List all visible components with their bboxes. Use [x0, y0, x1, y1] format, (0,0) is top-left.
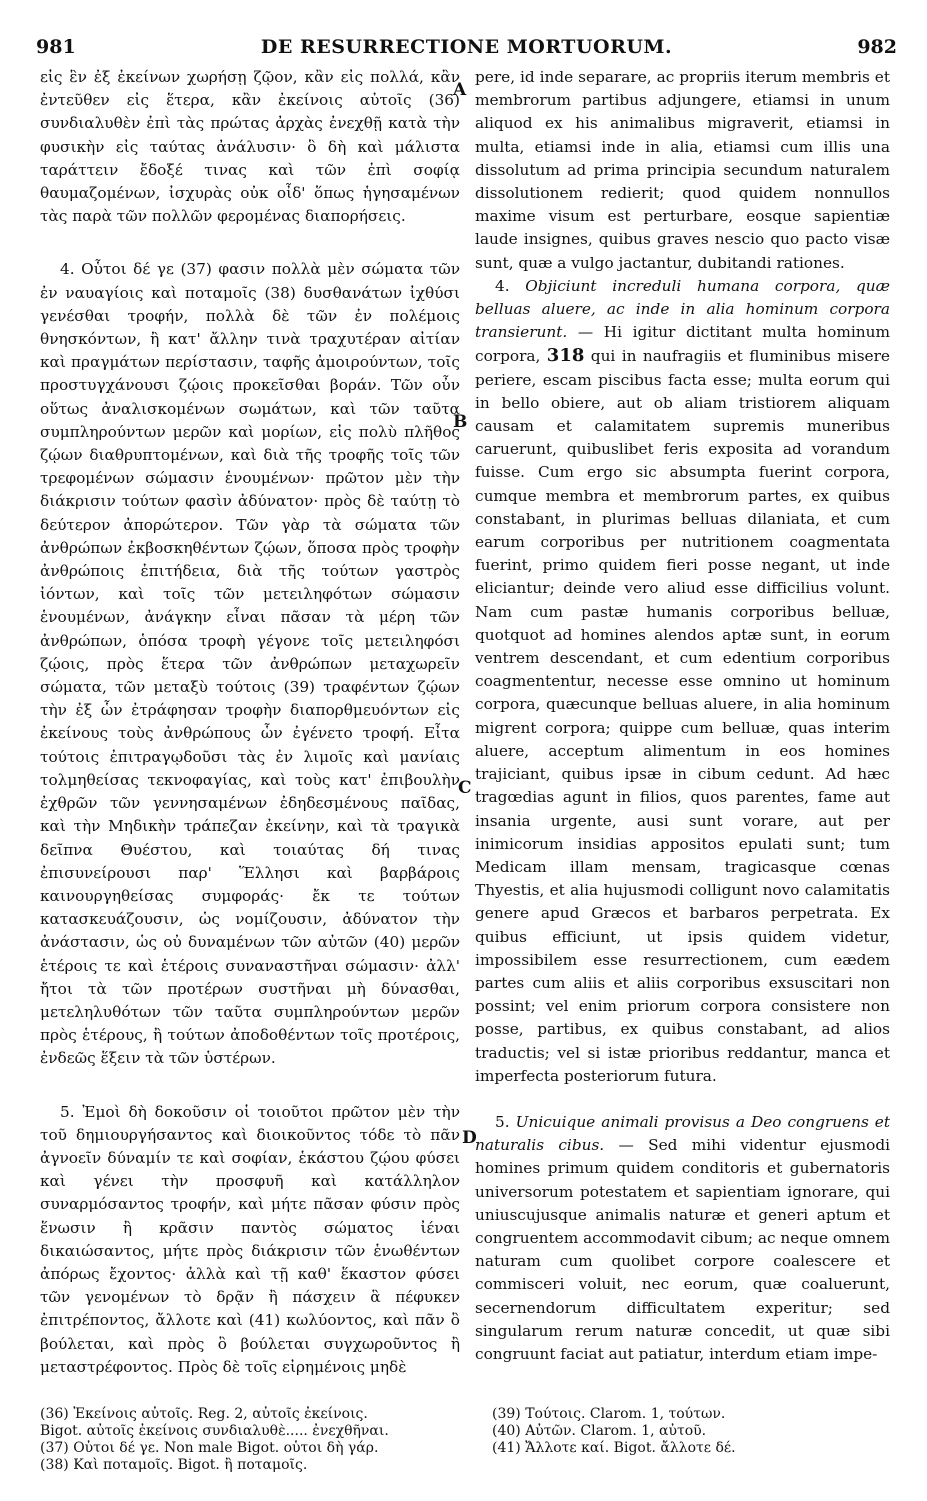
footnote-36-continued: Bigot. αὐτοῖς ἐκείνοις συνδιαλυθὲ..... ἐνεχθῆναι.: [40, 1423, 389, 1439]
footnotes-left: [40, 1406, 460, 1474]
margin-marker-a: A: [453, 80, 467, 100]
greek-paragraph-2: 4. Οὗτοι δέ γε (37) φασιν πολλὰ μὲν σώματα τῶν ἐν ναυαγίοις καὶ ποταμοῖς (38) δυσθανάτων ἰχθύσι γενέσθαι τροφήν, πολλὰ δὲ τῶν ἐν πολέμοις θνησκόντων, ἢ κατ' ἄλλην τινὰ τραχυτέραν αἰτίαν καὶ πραγμάτων περίστασιν, ταφῆς ἀμοιρούντων, τοῖς προστυγχάνουσι ζῴοις προκεῖσθαι βοράν. Τῶν οὖν οὕτως ἀναλισκομένων σωμάτων, καὶ τῶν ταῦτα συμπληρούντων μερῶν καὶ μορίων, εἰς πολὺ πλῆθος ζῴων διαθρυπτομένων, καὶ διὰ τῆς τροφῆς τοῖς τῶν τρεφομένων σώμασιν ἑνουμένων· πρῶτον μὲν τὴν διάκρισιν τούτων φασὶν ἀδύνατον· πρὸς δὲ ταύτῃ τὸ δεύτερον ἀπορώτερον. Τῶν γὰρ τὰ σώματα τῶν ἀνθρώπων ἐκβοσκηθέντων ζῴων, ὅποσα πρὸς τροφὴν ἀνθρώποις ἐπιτήδεια, διὰ τῆς τούτων γαστρὸς ἰόντων, καὶ τοῖς τῶν μετειληφότων σώμασιν ἑνουμένων, ἀνάγκην εἶναι πᾶσαν τὰ μέρη τῶν ἀνθρώπων, ὁπόσα τροφὴ γέγονε τοῖς μετειληφόσι ζῴοις, πρὸς ἕτερα τῶν ἀνθρώπων μεταχωρεῖν σώματα, τῶν μεταξὺ τούτοις (39) τραφέντων ζῴων τὴν ἐξ ὧν ἐτράφησαν τροφὴν διαπορθμευόντων εἰς ἐκείνους τοὺς ἀνθρώπους ὧν ἐγένετο τροφή. Εἶτα τούτοις ἐπιτραγῳδοῦσι τὰς ἐν λιμοῖς καὶ μανίαις τολμηθείσας τεκνοφαγίας, καὶ τοὺς κατ' ἐπιβουλὴν ἐχθρῶν τῶν γεννησαμένων ἐδηδεσμένους παῖδας, καὶ τὴν Μηδικὴν τράπεζαν ἐκείνην, καὶ τὰ τραγικὰ δεῖπνα Θυέστου, καὶ τοιαύτας δή τινας ἐπισυνείρουσι παρ' Ἕλλησι καὶ βαρβάροις καινουργηθείσας συμφοράς· ἔκ τε τούτων κατασκευάζουσιν, ὡς νομίζουσιν, ἀδύνατον τὴν ἀνάστασιν, ὡς οὐ δυναμένων τῶν αὐτῶν (40) μερῶν ἑτέροις τε καὶ ἑτέροις συναναστῆναι σώμασιν· ἀλλ' ἤτοι τὰ τῶν προτέρων συστῆναι μὴ δύνασθαι, μετεληλυθότων τῶν ταῦτα συμπληρούντων μερῶν πρὸς ἑτέρους, ἢ τούτων ἀποδοθέντων τοῖς προτέροις, ἐνδεῶς ἕξειν τὰ τῶν ὑστέρων.: [40, 260, 460, 1068]
margin-marker-c: C: [458, 778, 472, 798]
latin-paragraph-3-body: — Sed mihi videntur ejusmodi homines primum quidem conditoris et gubernatoris universorum potestatem et sapientiam ignorare, qui uniuscujusque animalis naturæ et generi aptum et congruentem accommodavit cibum; ac neque omnem naturam cum quolibet corpore coalescere et commisceri voluit, nec eorum, quæ coaluerunt, secernendorum difficultatem experitur; sed singularum rerum naturæ concedit, ut quæ sibi congruunt faciat aut patiatur, interdum etiam impe-: [475, 1136, 890, 1363]
running-title: DE RESURRECTIONE MORTUORUM.: [260, 36, 673, 58]
margin-marker-d: D: [462, 1128, 477, 1148]
latin-section-number-5: 5.: [495, 1112, 510, 1131]
footnote-37: (37) Οὗτοι δέ γε. Non male Bigot. οὗτοι δὴ γάρ.: [40, 1440, 379, 1456]
latin-paragraph-2-body: qui in naufragiis et fluminibus misere periere, escam piscibus facta esse; multa eorum qui in bello obiere, aut ob aliam tristiorem aliquam causam et calamitatem supremis muneribus caruerunt, quibuslibet feris exposita ad vorandum fuisse. Cum ergo sic absumpta fuerint corpora, cumque membra et membrorum partes, ex quibus constabant, in plurimas belluas dilaniata, et cum earum corporibus per nutritionem coagmentata fuerint, primo quidem fieri posse negant, ut inde eliciantur; deinde vero aliud esse difficilius volunt. Nam cum pastæ humanis corporibus belluæ, quotquot ad homines alendos aptæ sunt, in eorum ventrem descendant, et cum edentium corporibus coagmententur, necesse esse omnino ut hominum corpora, quæcunque belluas aluere, in alia hominum migrent corpora; quippe cum belluæ, quas interim aluere, acceptum alimentum in eos homines trajiciant, quibus ipsæ in cibum cedunt. Ad hæc tragœdias agunt in filios, quos parentes, fame aut insania urgente, ausi sunt vorare, aut per inimicorum insidias appositos epulati sunt; tum Medicam illam mensam, tragicasque cœnas Thyestis, et alia hujusmodi colligunt novo calamitatis genere apud Græcos et barbaros perpetrata. Ex quibus efficiunt, ut ipsis quidem videtur, impossibilem esse resurrectionem, cum eædem partes cum aliis et aliis corporibus exsuscitari non possint; vel enim priorum corpora consistere non posse, partibus, ex quibus constabant, ad alios traductis; vel si istæ prioribus reddantur, manca et imperfecta posteriorum futura.: [475, 347, 890, 1085]
latin-paragraph-2-opening: — Hi igitur dictitant multa hominum corpora,: [475, 323, 890, 366]
latin-section-number-4: 4.: [495, 276, 510, 295]
latin-paragraph-2: [475, 275, 890, 1088]
footnote-40: (40) Αὐτῶν. Clarom. 1, αὐτοῦ.: [492, 1423, 707, 1439]
latin-section-title-4: Objiciunt increduli humana corpora, quæ belluas aluere, ac inde in alia hominum corpora transierunt.: [475, 276, 890, 342]
greek-paragraph-1: εἰς ἓν ἐξ ἐκείνων χωρήσῃ ζῷον, κἂν εἰς πολλά, κἂν ἐντεῦθεν εἰς ἕτερα, κἂν ἐκείνοις αὐτοῖς (36) συνδιαλυθὲν ἐπὶ τὰς πρώτας ἀρχὰς ἐνεχθῇ κατὰ τὴν φυσικὴν εἰς ταύτας ἀνάλυσιν· ὃ δὴ καὶ μάλιστα ταράττειν ἔδοξέ τινας καὶ τῶν ἐπὶ σοφίᾳ θαυμαζομένων, ἰσχυρὰς οὐκ οἶδ' ὅπως ἡγησαμένων τὰς παρὰ τῶν πολλῶν φερομένας διαπορήσεις.: [40, 68, 460, 226]
greek-column: [40, 66, 460, 1379]
latin-paragraph-1: pere, id inde separare, ac propriis iterum membris et membrorum partibus adjungere, etiamsi in unum aliquod ex his animalibus migraverit, etiamsi in multa, etiamsi inde in alia, etiamsi cum illis una dissolutum ad prima principia secundum naturalem dissolutionem redierit; quod quidem nonnullos maxime visum est perturbare, eosque sapientiæ laude insignes, quibus graves nescio quo pacto visæ sunt, quæ a vulgo jactantur, dubitandi rationes.: [475, 68, 890, 272]
footnote-38: (38) Καὶ ποταμοῖς. Bigot. ἢ ποταμοῖς.: [40, 1457, 308, 1473]
footnote-36: (36) Ἐκείνοις αὐτοῖς. Reg. 2, αὐτοῖς ἐκείνοις.: [40, 1406, 368, 1422]
page-number-right: 982: [857, 36, 897, 58]
latin-section-title-5: Unicuique animali provisus a Deo congruens et naturalis cibus.: [475, 1112, 890, 1155]
latin-column: [475, 66, 890, 1366]
latin-paragraph-3: [475, 1111, 890, 1366]
column-number: 318: [546, 345, 585, 367]
footnote-41: (41) Ἄλλοτε καί. Bigot. ἄλλοτε δέ.: [492, 1440, 736, 1456]
margin-marker-b: B: [453, 412, 468, 432]
greek-paragraph-3: 5. Ἐμοὶ δὴ δοκοῦσιν οἱ τοιοῦτοι πρῶτον μὲν τὴν τοῦ δημιουργήσαντος καὶ διοικοῦντος τόδε τὸ πᾶν ἀγνοεῖν δύναμίν τε καὶ σοφίαν, ἑκάστου ζῴου φύσει καὶ γένει τὴν προσφυῆ καὶ κατάλληλον συναρμόσαντος τροφήν, καὶ μήτε πᾶσαν φύσιν πρὸς ἕνωσιν ἢ κρᾶσιν παντὸς σώματος ἰέναι δικαιώσαντος, μήτε πρὸς διάκρισιν τῶν ἑνωθέντων ἀπόρως ἔχοντος· ἀλλὰ καὶ τῇ καθ' ἕκαστον φύσει τῶν γενομένων τὸ δρᾷν ἢ πάσχειν ἃ πέφυκεν ἐπιτρέποντος, ἄλλοτε καὶ (41) κωλύοντος, καὶ πᾶν ὃ βούλεται, καὶ πρὸς ὃ βούλεται συγχωροῦντος ἢ μεταστρέφοντος. Πρὸς δὲ τοῖς εἰρημένοις μηδὲ: [40, 1102, 460, 1376]
page-number-left: 981: [36, 36, 76, 58]
footnote-39: (39) Τούτοις. Clarom. 1, τούτων.: [492, 1406, 726, 1422]
footnotes-right: [492, 1406, 892, 1457]
running-header: [36, 36, 897, 62]
